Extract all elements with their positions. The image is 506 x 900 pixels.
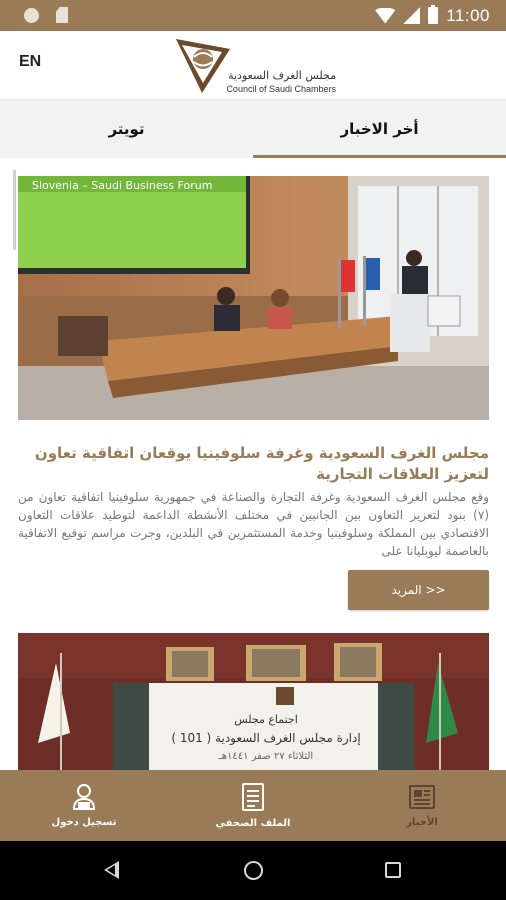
read-more-button[interactable]: المزيد >> [348, 570, 489, 610]
back-icon[interactable] [104, 861, 119, 879]
status-bar [0, 0, 506, 31]
news-feed[interactable] [0, 158, 506, 770]
logo-arabic-text: مجلس الغرف السعودية [228, 69, 336, 82]
system-navigation-bar [0, 841, 506, 900]
battery-icon [428, 7, 438, 24]
scroll-indicator [13, 170, 16, 250]
image-2-line-1: اجتماع مجلس [234, 713, 298, 726]
status-right [375, 0, 490, 31]
nav-login[interactable] [0, 770, 168, 841]
document-icon [241, 782, 265, 812]
status-time: 11:00 [446, 5, 490, 25]
news-title[interactable]: مجلس الغرف السعودية وغرفة سلوفينيا يوقعان اتفاقية تعاون لتعزيز العلاقات التجارية [34, 444, 489, 483]
home-icon[interactable] [244, 861, 263, 880]
tab-bar [0, 100, 506, 158]
council-logo [172, 35, 342, 97]
nav-press-kit[interactable] [169, 770, 337, 841]
sd-card-icon [56, 7, 68, 23]
bottom-navigation [0, 770, 506, 841]
banner-text: Slovenia – Saudi Business Forum [32, 179, 213, 192]
nav-news[interactable] [338, 770, 506, 841]
news-image[interactable] [18, 176, 489, 420]
signal-icon [403, 7, 420, 24]
news-excerpt: وقع مجلس الغرف السعودية وغرفة التجارة والصناعة في جمهورية سلوفينيا اتفاقية تعاون من (٧) بنود لتعزيز التعاون بين الجانبين في مختلف الأنشطة الداعمة لتوطيد علاقات التعاون الاقتصادي بين المملكة وسلوفينيا وخدمة المستثمرين في البلدين، وجرت مراسم توقيع الاتفاقية بالعاصمة ليوبليانا على [18, 490, 489, 558]
tab-twitter[interactable]: تويتر [108, 120, 145, 138]
tab-latest-news[interactable]: أخر الاخبار [253, 100, 506, 158]
news-photo-illustration [18, 176, 489, 420]
news-image-2[interactable] [18, 633, 489, 770]
language-toggle[interactable]: EN [19, 53, 42, 70]
newspaper-icon [408, 783, 436, 811]
nav-login-label: تسجيل دخول [51, 817, 117, 828]
nav-press-kit-label: الملف الصحفي [215, 818, 291, 829]
nav-news-label: الأخبار [406, 817, 438, 828]
wifi-icon [375, 8, 395, 24]
image-2-line-2: إدارة مجلس الغرف السعودية ( 101 ) [171, 731, 361, 745]
user-login-icon [71, 783, 97, 811]
image-2-line-3: الثلاثاء ٢٧ صفر ١٤٤١هـ [218, 751, 314, 762]
notification-dot-icon [24, 8, 39, 23]
logo-english-text: Council of Saudi Chambers [226, 84, 336, 94]
app-header [0, 31, 506, 100]
recent-apps-icon[interactable] [385, 862, 401, 878]
news-photo-2-illustration [18, 633, 489, 770]
